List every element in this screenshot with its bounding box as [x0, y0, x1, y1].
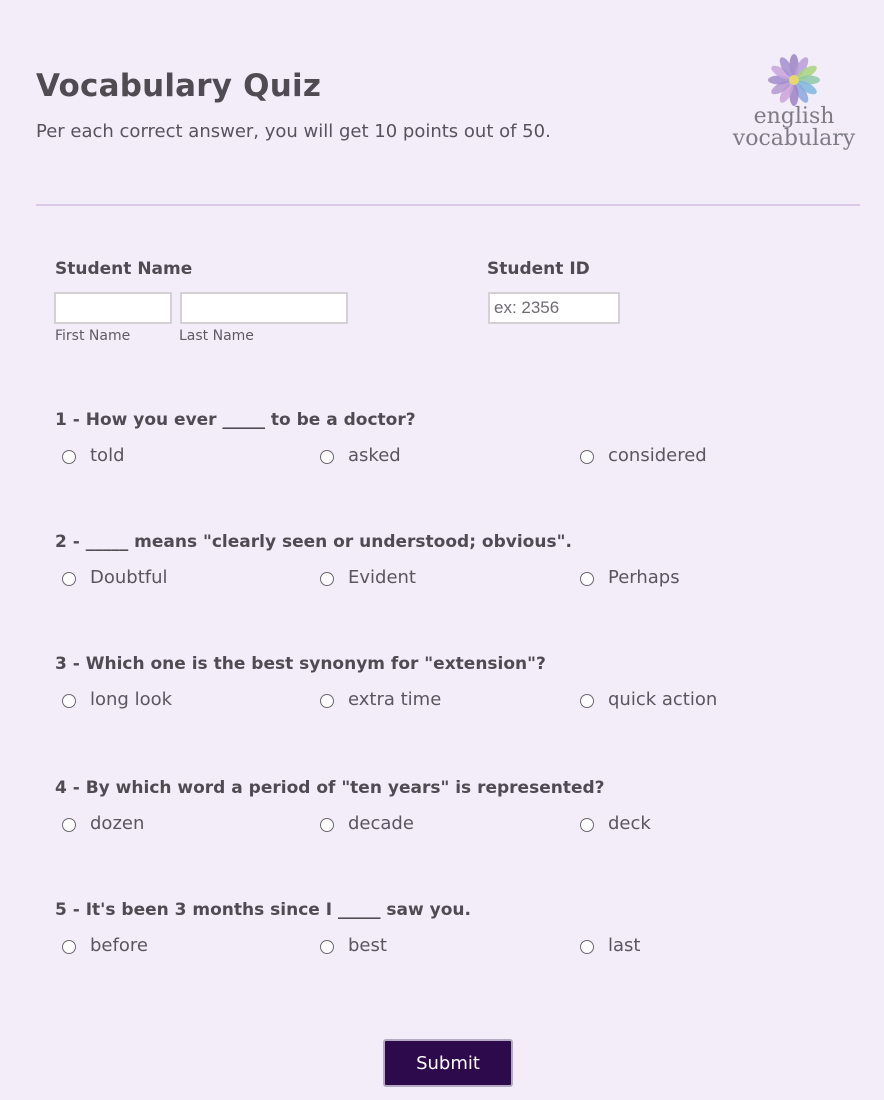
- question-text: 1 - How you ever _____ to be a doctor?: [55, 410, 416, 430]
- student-id-input[interactable]: [488, 292, 620, 324]
- answer-option[interactable]: [62, 443, 125, 467]
- answer-option[interactable]: [62, 811, 144, 835]
- option-label: last: [608, 934, 641, 956]
- page-subtitle: Per each correct answer, you will get 10 points out of 50.: [36, 121, 551, 142]
- option-label: Doubtful: [90, 566, 168, 588]
- page-title: Vocabulary Quiz: [36, 68, 322, 104]
- answer-option[interactable]: [320, 565, 416, 589]
- submit-button[interactable]: Submit: [383, 1039, 513, 1087]
- first-name-input[interactable]: [54, 292, 172, 324]
- option-label: Evident: [348, 566, 416, 588]
- question-text: 2 - _____ means "clearly seen or understood; obvious".: [55, 532, 572, 552]
- question-4: [55, 778, 855, 848]
- answer-option[interactable]: [62, 565, 168, 589]
- last-name-sublabel: Last Name: [179, 328, 254, 344]
- first-name-sublabel: First Name: [55, 328, 131, 344]
- radio-button[interactable]: [62, 450, 76, 464]
- option-label: before: [90, 934, 148, 956]
- question-2: [55, 532, 855, 602]
- logo-text-english: english: [753, 104, 835, 129]
- answer-option[interactable]: [320, 443, 401, 467]
- answer-option[interactable]: [320, 811, 414, 835]
- question-text: 5 - It's been 3 months since I _____ saw you.: [55, 900, 471, 920]
- header-divider: [36, 204, 860, 206]
- answer-option[interactable]: [320, 933, 387, 957]
- radio-button[interactable]: [62, 694, 76, 708]
- radio-button[interactable]: [320, 940, 334, 954]
- answer-option[interactable]: [580, 933, 640, 957]
- last-name-input[interactable]: [180, 292, 348, 324]
- option-label: asked: [348, 444, 401, 466]
- answer-option[interactable]: [580, 811, 651, 835]
- option-label: dozen: [90, 812, 145, 834]
- radio-button[interactable]: [580, 818, 594, 832]
- student-name-label: Student Name: [55, 259, 193, 279]
- answer-option[interactable]: [580, 687, 717, 711]
- question-text: 4 - By which word a period of "ten years" is represented?: [55, 778, 605, 798]
- radio-button[interactable]: [62, 818, 76, 832]
- radio-button[interactable]: [320, 572, 334, 586]
- answer-option[interactable]: [320, 687, 441, 711]
- logo-text-vocabulary: vocabulary: [732, 126, 856, 151]
- radio-button[interactable]: [62, 940, 76, 954]
- answer-option[interactable]: [62, 687, 172, 711]
- option-label: Perhaps: [608, 566, 680, 588]
- answer-option[interactable]: [62, 933, 148, 957]
- option-label: extra time: [348, 688, 442, 710]
- question-3: [55, 654, 855, 724]
- radio-button[interactable]: [580, 940, 594, 954]
- question-5: [55, 900, 855, 970]
- answer-option[interactable]: [580, 443, 707, 467]
- radio-button[interactable]: [320, 694, 334, 708]
- option-label: considered: [608, 444, 707, 466]
- option-label: told: [90, 444, 125, 466]
- flower-logo-icon: [766, 52, 822, 108]
- radio-button[interactable]: [580, 450, 594, 464]
- option-label: decade: [348, 812, 414, 834]
- radio-button[interactable]: [320, 450, 334, 464]
- option-label: long look: [90, 688, 173, 710]
- radio-button[interactable]: [320, 818, 334, 832]
- question-1: [55, 410, 855, 480]
- radio-button[interactable]: [62, 572, 76, 586]
- student-id-label: Student ID: [487, 259, 590, 279]
- radio-button[interactable]: [580, 572, 594, 586]
- option-label: deck: [608, 812, 651, 834]
- radio-button[interactable]: [580, 694, 594, 708]
- option-label: quick action: [608, 688, 718, 710]
- question-text: 3 - Which one is the best synonym for "extension"?: [55, 654, 546, 674]
- english-vocabulary-logo: [724, 52, 864, 162]
- option-label: best: [348, 934, 387, 956]
- answer-option[interactable]: [580, 565, 680, 589]
